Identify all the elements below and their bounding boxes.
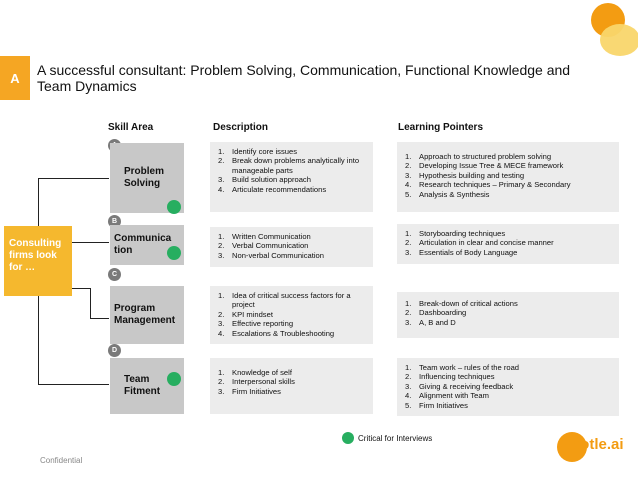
list-item (405, 401, 613, 410)
connector-c (90, 318, 109, 319)
item-number: 4. (218, 328, 225, 338)
item-text: Alignment with Team (419, 391, 489, 401)
list-item (405, 382, 613, 391)
item-text: Approach to structured problem solving (419, 152, 552, 161)
list-item (218, 319, 367, 328)
skill-label: Problem Solving (124, 166, 165, 189)
item-text: Verbal Communication (232, 241, 309, 251)
item-number: 2. (405, 238, 412, 248)
list-item (405, 171, 613, 180)
critical-dot (167, 372, 181, 386)
header-learning-pointers: Learning Pointers (398, 122, 484, 133)
skill-label: Team Fitment (124, 374, 161, 397)
item-text: Developing Issue Tree & MECE framework (419, 161, 564, 171)
item-number: 1. (405, 229, 412, 238)
list-item (218, 251, 367, 260)
description-panel-d (210, 358, 373, 414)
item-number: 4. (405, 180, 412, 190)
item-number: 2. (405, 161, 412, 171)
connector-c-stub (72, 288, 90, 289)
item-text: Analysis & Synthesis (419, 189, 490, 199)
header-skill-area: Skill Area (108, 122, 154, 133)
skill-box-team-fitment (110, 358, 184, 414)
item-text: Team work – rules of the road (419, 363, 520, 372)
item-number: 3. (218, 386, 225, 396)
item-number: 3. (405, 170, 412, 180)
connector-c-vertical (90, 288, 91, 318)
list-item (405, 363, 613, 372)
item-number: 3. (218, 175, 225, 185)
list-item (218, 387, 367, 396)
connector-d (38, 384, 109, 385)
list-item (218, 185, 367, 194)
item-number: 1. (218, 232, 225, 241)
item-text: Firm Initiatives (419, 400, 468, 410)
item-text: Influencing techniques (419, 372, 495, 382)
logo-shapes-icon (580, 0, 638, 60)
item-number: 3. (405, 381, 412, 391)
item-number: 1. (405, 152, 412, 161)
page-title: A successful consultant: Problem Solving, Communication, Functional Knowledge and Team Dynamics (37, 62, 571, 94)
item-number: 2. (405, 372, 412, 382)
item-text: Break-down of critical actions (419, 299, 518, 308)
item-number: 2. (405, 308, 412, 318)
header-description: Description (213, 122, 269, 133)
item-number: 3. (218, 319, 225, 329)
pointers-panel-a (397, 142, 619, 212)
item-text: Research techniques – Primary & Secondary (419, 180, 571, 190)
skill-label: Communica tion (114, 233, 172, 256)
list-item (405, 318, 613, 327)
list-item (218, 291, 367, 310)
item-number: 5. (405, 189, 412, 199)
list-item (405, 229, 613, 238)
list-item (405, 308, 613, 317)
item-text: Giving & receiving feedback (419, 381, 514, 391)
item-text: Hypothesis building and testing (419, 170, 525, 180)
item-number: 1. (218, 368, 225, 377)
item-number: 1. (218, 147, 225, 156)
item-text: Effective reporting (232, 319, 294, 329)
critical-dot (167, 246, 181, 260)
list-item (405, 190, 613, 199)
item-text: Idea of critical success factors for a project (232, 291, 351, 310)
list-item (218, 310, 367, 319)
item-number: 4. (218, 184, 225, 194)
critical-dot (167, 200, 181, 214)
skill-box-program-management (110, 286, 184, 344)
list-item (218, 147, 367, 156)
connector-b (72, 242, 109, 243)
item-text: Storyboarding techniques (419, 229, 506, 238)
item-number: 3. (405, 247, 412, 257)
list-item (405, 299, 613, 308)
item-number: 2. (218, 156, 225, 166)
item-number: 4. (405, 391, 412, 401)
item-text: Knowledge of self (232, 368, 292, 377)
list-item (218, 175, 367, 184)
list-item (405, 180, 613, 189)
row-letter-b: B (108, 215, 121, 228)
item-text: Firm Initiatives (232, 386, 281, 396)
item-number: 1. (218, 291, 225, 300)
section-badge: A (0, 56, 30, 100)
pointers-panel-b (397, 224, 619, 264)
list-item (405, 238, 613, 247)
list-item (218, 329, 367, 338)
item-text: Written Communication (232, 232, 311, 241)
item-text: Dashboarding (419, 308, 467, 318)
list-item (405, 161, 613, 170)
item-text: Interpersonal skills (232, 377, 295, 387)
item-text: Break down problems analytically into manageable parts (232, 156, 360, 175)
item-number: 3. (218, 250, 225, 260)
item-text: Articulate recommendations (232, 184, 327, 194)
connector-a (38, 178, 109, 179)
consulting-firms-box: Consulting firms look for … (4, 226, 72, 296)
list-item (405, 391, 613, 400)
legend-label: Critical for Interviews (358, 434, 433, 443)
list-item (218, 241, 367, 250)
list-item (405, 152, 613, 161)
description-panel-c (210, 286, 373, 344)
item-text: Essentials of Body Language (419, 247, 518, 257)
item-text: Articulation in clear and concise manner (419, 238, 554, 248)
item-text: Escalations & Troubleshooting (232, 328, 335, 338)
list-item (405, 248, 613, 257)
list-item (218, 156, 367, 175)
item-number: 2. (218, 241, 225, 251)
item-text: Identify core issues (232, 147, 297, 156)
skill-label: Program Management (114, 303, 176, 326)
item-text: Non-verbal Communication (232, 250, 325, 260)
row-letter-c: C (108, 268, 121, 281)
item-number: 5. (405, 400, 412, 410)
description-panel-b (210, 227, 373, 267)
item-text: Build solution approach (232, 175, 311, 185)
item-number: 2. (218, 309, 225, 319)
brand-logo: Spotle.ai (561, 436, 624, 453)
list-item (218, 368, 367, 377)
list-item (405, 372, 613, 381)
description-panel-a (210, 142, 373, 212)
item-text: KPI mindset (232, 309, 273, 319)
item-number: 1. (405, 299, 412, 308)
item-number: 3. (405, 317, 412, 327)
row-letter-d: D (108, 344, 121, 357)
pointers-panel-d (397, 358, 619, 416)
item-number: 2. (218, 377, 225, 387)
pointers-panel-c (397, 292, 619, 338)
footer-confidential: Confidential (40, 456, 83, 465)
item-text: A, B and D (419, 317, 456, 327)
list-item (218, 377, 367, 386)
legend-critical-dot (342, 432, 354, 444)
list-item (218, 232, 367, 241)
item-number: 1. (405, 363, 412, 372)
